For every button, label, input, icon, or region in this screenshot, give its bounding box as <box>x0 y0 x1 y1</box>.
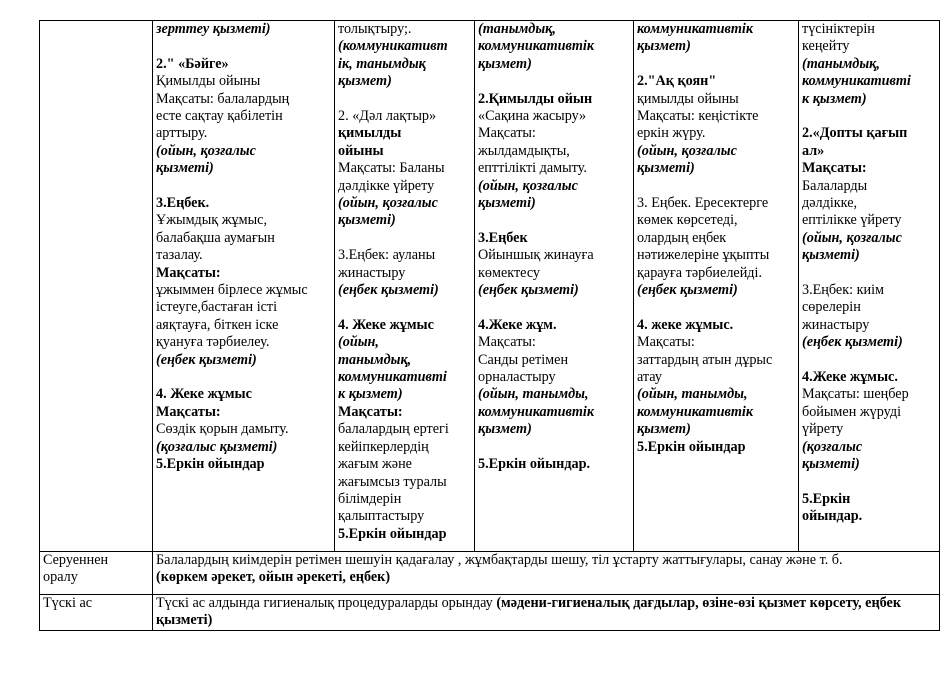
cell-text-line: коммуникативті <box>802 73 911 90</box>
cell-text-line: «Сақина жасыру» <box>478 108 587 125</box>
cell-text-line: Сөздік қорын дамыту. <box>156 421 289 438</box>
day-cell-1 <box>153 21 335 552</box>
cell-text-line: қызмет) <box>338 73 392 90</box>
table-row-lunch <box>40 595 940 631</box>
cell-text-line: (танымдық, <box>802 55 880 72</box>
cell-text-line: жағымсыз туралы <box>338 473 447 490</box>
row-label-cell <box>40 595 153 631</box>
cell-text-line: білімдерін <box>338 490 402 507</box>
row-label-line: Түскі ас <box>43 595 93 611</box>
cell-text-line: ік, танымдық <box>338 55 426 72</box>
cell-text-line <box>637 178 795 195</box>
day-cell-3 <box>475 21 634 552</box>
cell-text-line: көмектесу <box>478 264 541 281</box>
row-content-bold: (мәдени-гигиеналық дағдылар, өзіне-өзі қызмет көрсету, еңбек қызметі) <box>156 595 902 629</box>
cell-text-line: қызмет) <box>478 55 532 72</box>
cell-text-line: қалыптастыру <box>338 508 425 525</box>
cell-text-line: жинастыру <box>802 316 870 333</box>
cell-text-line: Мақсаты: <box>156 264 221 281</box>
cell-text-line: 2. «Дәл лақтыр» <box>338 108 437 125</box>
cell-text-line: орналастыру <box>478 369 556 386</box>
cell-text-line: (ойын, қозғалыс <box>637 142 737 159</box>
cell-text-line: коммуникативті <box>338 369 447 386</box>
cell-text-line <box>478 439 630 456</box>
cell-text-line: қызметі) <box>637 160 695 177</box>
cell-text-line: жағым және <box>338 456 412 473</box>
cell-text-line: балабақша аумағын <box>156 229 275 246</box>
cell-text-line: (еңбек қызметі) <box>478 282 579 299</box>
cell-text-line: Ұжымдық жұмыс, <box>156 212 267 229</box>
cell-text-line: (ойын, танымды, <box>637 386 748 403</box>
cell-text-line: (қозғалыс <box>802 438 863 455</box>
cell-text-line: (ойын, қозғалыс <box>156 142 256 159</box>
cell-text-line <box>478 73 630 90</box>
cell-text-line: қимылды ойыны <box>637 90 739 107</box>
cell-text-line: 2."Ақ қоян" <box>637 73 717 90</box>
cell-text-line: (қозғалыс қызметі) <box>156 438 278 455</box>
cell-text-line: (ойын, қозғалыс <box>478 177 578 194</box>
row-content-bold: (көркем әрекет, ойын әрекеті, еңбек) <box>156 569 391 586</box>
cell-text-line: жылдамдықты, <box>478 142 570 159</box>
cell-text-line: қызметі) <box>802 456 860 473</box>
cell-text-line: қарауға тәрбиелейді. <box>637 264 762 281</box>
cell-text-line: коммуникативтік <box>637 403 754 420</box>
cell-text-line <box>802 474 936 491</box>
cell-text-line: кейіпкерлердің <box>338 438 429 455</box>
cell-text-line: (ойын, танымды, <box>478 386 589 403</box>
cell-text-line: Мақсаты: <box>156 403 221 420</box>
cell-text-line: Қимылды ойыны <box>156 73 261 90</box>
cell-text-line <box>156 369 331 386</box>
cell-text-line: қуануға тәрбиелеу. <box>156 334 270 351</box>
cell-text-line <box>338 299 471 316</box>
cell-text-line: 3.Еңбек. <box>156 195 210 212</box>
activity-plan-table <box>39 20 940 631</box>
cell-text-line: 2.Қимылды ойын <box>478 90 593 107</box>
table-row-return-from-walk <box>40 552 940 595</box>
cell-text-line: Мақсаты: балалардың <box>156 90 290 107</box>
cell-text-line: олардың еңбек <box>637 229 727 246</box>
cell-text-line: танымдық, <box>338 351 412 368</box>
cell-text-line: к қызмет) <box>338 386 403 403</box>
cell-text-line: заттардың атын дұрыс <box>637 351 773 368</box>
cell-text-line: ал» <box>802 142 825 159</box>
cell-text-line: дәлдікке үйрету <box>338 177 435 194</box>
row-label-line: оралу <box>43 569 78 586</box>
cell-text-line: Санды ретімен <box>478 351 569 368</box>
cell-text-line: ептілікке үйрету <box>802 212 902 229</box>
cell-text-line: (ойын, қозғалыс <box>338 195 438 212</box>
cell-text-line: еркін жүру. <box>637 125 706 142</box>
row-content-cell <box>153 595 940 631</box>
cell-text-line: (ойын, <box>338 334 379 351</box>
cell-text-line: нәтижелеріне ұқыпты <box>637 247 770 264</box>
cell-text-line: 2.«Допты қағып <box>802 125 908 142</box>
cell-text-line: епттілікті дамыту. <box>478 160 587 177</box>
cell-text-line: 3.Еңбек: киім <box>802 282 885 299</box>
day-cell-2 <box>335 21 475 552</box>
cell-text-line: 3. Еңбек. Ересектерге <box>637 195 769 212</box>
cell-text-line: (танымдық, <box>478 21 556 37</box>
cell-text-line: (коммуникативт <box>338 38 448 55</box>
cell-text-line <box>637 299 795 316</box>
cell-text-line: 5.Еркін ойындар <box>156 456 265 473</box>
cell-text-line: коммуникативтік <box>478 403 595 420</box>
cell-text-line: Мақсаты: <box>802 160 867 177</box>
cell-text-line: (ойын, қозғалыс <box>802 229 902 246</box>
cell-text-line <box>478 212 630 229</box>
cell-text-line: қызметі) <box>338 212 396 229</box>
cell-text-line: 4.Жеке жұм. <box>478 316 557 333</box>
cell-text-line: қызмет) <box>478 421 532 438</box>
cell-text-line: Мақсаты: <box>478 334 536 351</box>
cell-text-line: дәлдікке, <box>802 195 858 212</box>
cell-text-line: (еңбек қызметі) <box>637 282 738 299</box>
row-label-line: Серуеннен <box>43 552 109 568</box>
cell-text-line: сөрелерін <box>802 299 861 316</box>
cell-text-line: Мақсаты: <box>637 334 695 351</box>
cell-text-line: есте сақтау қабілетін <box>156 108 283 125</box>
cell-text-line: істеуге,бастаған істі <box>156 299 278 316</box>
cell-text-line: зерттеу қызметі) <box>156 21 271 37</box>
day-cell-4 <box>634 21 799 552</box>
cell-text-line: 3.Еңбек <box>478 229 528 246</box>
cell-text-line <box>478 299 630 316</box>
cell-text-line <box>802 108 936 125</box>
cell-text-line: көмек көрсетеді, <box>637 212 738 229</box>
cell-text-line: бойымен жүруді <box>802 403 902 420</box>
cell-text-line: 2." «Бәйге» <box>156 55 229 72</box>
cell-text-line: Мақсаты: кеңістікте <box>637 108 759 125</box>
cell-text-line: жинастыру <box>338 264 406 281</box>
row-content-text: Түскі ас алдында гигиеналық процедураларды орындау <box>156 595 497 611</box>
cell-text-line: 5.Еркін ойындар <box>338 525 447 542</box>
cell-text-line <box>338 230 471 247</box>
cell-text-line: 5.Еркін <box>802 490 851 507</box>
cell-text-line: Ойыншық жинауға <box>478 247 594 264</box>
cell-text-line <box>156 178 331 195</box>
cell-text-line: қимылды <box>338 125 402 142</box>
cell-text-line: Мақсаты: <box>478 125 536 142</box>
cell-text-line: (еңбек қызметі) <box>156 351 257 368</box>
cell-text-line: к қызмет) <box>802 90 867 107</box>
cell-text-line: арттыру. <box>156 125 208 142</box>
cell-text-line: 4. Жеке жұмыс <box>156 386 252 403</box>
row-content-text: Балалардың киімдерін ретімен шешуін қадағалау , жұмбақтарды шешу, тіл ұстарту жаттығулары, санау және т. б. <box>156 552 843 568</box>
cell-text-line: ойыны <box>338 142 384 159</box>
cell-text-line: 5.Еркін ойындар. <box>478 456 591 473</box>
cell-text-line: тазалау. <box>156 247 203 264</box>
cell-text-line: коммуникативтік <box>478 38 595 55</box>
cell-text-line: аяқтауға, біткен іске <box>156 316 279 333</box>
cell-text-line: 4.Жеке жұмыс. <box>802 369 898 386</box>
cell-text-line: Мақсаты: Баланы <box>338 160 445 177</box>
cell-text-line: 5.Еркін ойындар <box>637 438 746 455</box>
cell-text-line: атау <box>637 369 662 386</box>
cell-text-line <box>637 56 795 73</box>
cell-text-line: қызметі) <box>478 195 536 212</box>
row-content-cell <box>153 552 940 595</box>
cell-text-line: 4. жеке жұмыс. <box>637 316 734 333</box>
cell-text-line: коммуникативтік <box>637 21 754 37</box>
cell-text-line: қызметі) <box>156 160 214 177</box>
cell-text-line: (еңбек қызметі) <box>338 282 439 299</box>
cell-text-line <box>338 91 471 108</box>
cell-text-line: Мақсаты: <box>338 403 403 420</box>
cell-text-line: Балаларды <box>802 177 868 194</box>
cell-text-line: үйрету <box>802 421 844 438</box>
cell-text-line: (еңбек қызметі) <box>802 334 903 351</box>
cell-text-line <box>802 352 936 369</box>
cell-text-line: толықтыру;. <box>338 21 412 37</box>
cell-text-line: 3.Еңбек: ауланы <box>338 247 436 264</box>
cell-text-line <box>156 38 331 55</box>
cell-text-line: ойындар. <box>802 508 863 525</box>
day-cell-5 <box>799 21 940 552</box>
row-label-cell-empty <box>40 21 153 552</box>
cell-text-line: түсініктерін <box>802 21 875 37</box>
row-label-cell <box>40 552 153 595</box>
cell-text-line: 4. Жеке жұмыс <box>338 316 434 333</box>
cell-text-line: балалардың ертегі <box>338 421 449 438</box>
cell-text-line: Мақсаты: шеңбер <box>802 386 909 403</box>
cell-text-line <box>802 265 936 282</box>
cell-text-line: қызмет) <box>637 38 691 55</box>
cell-text-line: қызметі) <box>802 247 860 264</box>
cell-text-line: кеңейту <box>802 38 850 55</box>
cell-text-line: ұжыммен бірлесе жұмыс <box>156 282 308 299</box>
table-row-activities <box>40 21 940 552</box>
cell-text-line: қызмет) <box>637 421 691 438</box>
